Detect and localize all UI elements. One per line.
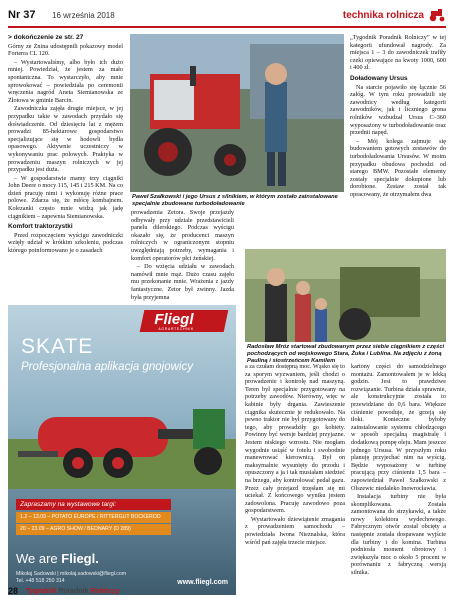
paragraph: – Wystartowaliśmy, albo było ich dużo mniej. Powiedział, że jestem za mało spontaniczna. To wystarczyło, aby mnie sprowokować – powiedziała po ceremonii wręczenia nagród Aneta Siemianowska ze Złotowa w gminie Barcin. — [8, 58, 123, 104]
page-header — [8, 6, 446, 28]
tanker-illustration — [8, 379, 236, 489]
paragraph: a za czułam dostępną moc. Wąsko się to za sporym wyzwaniem, jeśli chodzi o prowadzenie i kontrolę nad maszyną. Teren był specjalnie przygotowany na potrzeby zawodów. Nierówny, więc w kabinie były drgania. Zawieszenie ciągnika skutecznie je redukowało. Na pewno traktor nie był przygotowany do tego, aby prowadziły go kobiety. Powinny być wersje bardziej przyjazne. Jestem niskiego wzrostu. Nie mogłam wygodnie usiąść w fotelu i swobodnie manewrować kierownicą. Był on maksymalnie wysunięty do przodu i opuszczony a ja i tak musiałam siedzieć na brzegu, aby kontrolować pedał gazu. Przez cały przejazd trzęsłam się mi uciekał. Z końcowego wyniku jestem zadowolona. Pracuję zawodowo poza gospodarstwem. — [245, 363, 345, 515]
paragraph: Przed rozpoczęciem wyścigu zawodniczki wzięły udział w krótkim szkoleniu, podczas którego poinformowano je o zasadach — [8, 231, 123, 255]
ad-slogan — [16, 551, 99, 566]
contact-phone: Tel. +48 518 250 314 — [16, 578, 65, 584]
photo-illustration — [245, 249, 446, 342]
subheading: Komfort traktorzystki — [8, 223, 73, 231]
contact-name: Mikołaj Sadowski | mikolaj.sadowski@fliegl.com — [16, 571, 127, 577]
subheading: Doładowany Ursus — [350, 74, 408, 82]
magazine-name — [26, 588, 119, 595]
paragraph: Zawodniczka zajęła drugie miejsce, w jej przypadku takie w zawodach przydało się doświadczenie. Od dziesięciu lat z mężem prowadzi 85-hektarowe gospodarstwo specjalizujące się w hodowli bydła opasowego. Aktywnie uczestniczy w wykonywaniu prac polowych. Praktyka w prowadzeniu maszyn rolniczych w jej przypadku jest duża. — [8, 105, 123, 174]
magazine-name-part: Tygodnik — [26, 588, 59, 595]
header-rule — [8, 26, 446, 28]
photo-caption: Radosław Mróz startował zbudowanym przez siebie ciągnikiem z części pochodzących od wojskowego Stara, Żuka i Lublina. Na zdjęciu z żoną Pauliną i siostrzeńcem Kamilem — [247, 344, 445, 364]
photo-caption: Paweł Szałkowski i jego Ursus z silnikiem, w którym zostało zainstalowane specjalnie zbudowane turbodoładowanie — [132, 194, 338, 207]
logo-subtext: AGRARTECHNIK — [158, 327, 195, 331]
paragraph: Na starcie pojawiło się łącznie 56 załóg. W tym roku prowadzili się zawodnicy według kategorii zawodników, jak i liczniego grona rolników wzbudzał Ursus C–360 wyposażony w turbodoładowanie oraz przednii napęd. — [350, 83, 446, 137]
section-title: technika rolnicza — [342, 10, 424, 21]
issue-date: 16 września 2018 — [52, 11, 115, 20]
ad-website-link[interactable]: www.fliegl.com — [177, 579, 228, 586]
magazine-name-part: Rolniczy — [90, 588, 120, 595]
paragraph: „Tygodnik Poradnik Rolniczy” w tej kategorii ufundował nagrody. Za miejsca 1 – 3 do zawodniczek trafiły czeki opiewające na kwoty 1000, 600 i 400 zł. — [350, 34, 446, 72]
fliegl-logo — [140, 310, 229, 332]
event-item: 1.2 – 13.09 – POTATO EUROPE / RITTERGUT BOCKEROD — [16, 512, 171, 523]
logo-text: Fliegl — [154, 311, 194, 328]
slogan-brand: Fliegl. — [61, 551, 99, 566]
paragraph: kartony części do samodzielnego montażu. Zamontowałem je w lekką godzin. Jest to prawdziwe rozwiązanie. Turbina działa sprawnie, ale konstrukcyjnie została to przewidziane do 0,6 bara. Większe ciśnienie powoduje, że grzeją się tłoki. Konieczne byłoby zainstalowanie systemu chłodzącego w sposób specjalną magistralę i dodatkową pompę oleju. Mam jeszcze jednego Ursusa. W przyszłym roku planuję przyjechać nim na wyścig. Będzie wyposażony w turbinę pracującą przy ciśnieniu 1,5 bara – zapowiedział Paweł Szałkowski z Olszewic niedaleko Inowrocławia. — [351, 363, 446, 492]
paragraph: – Do wzięcia udziału w zawodach namówił mnie mąż. Dużo czasu zajęło mu przekonanie mnie. Wrażenia z jazdy fantastyczne. Zetor był zwinny. Jazda była przyjemna — [131, 263, 234, 301]
paragraph: – W gospodarstwie mamy trzy ciągniki John Deere o mocy 115, 145 i 215 KM. Na co dzień pracuję nimi i wykonuję różne prace polowe. Zdarza się, że młócę kombajnem. Kolezanki często mnie widzą jak jadę ciągnikiem – zapewnia Siemianowska. — [8, 174, 123, 220]
events-heading: Zapraszamy na wystawowe targi: — [16, 499, 171, 510]
photo-ursus-tractor — [130, 34, 344, 192]
photo-family-tractor — [245, 249, 446, 342]
ad-subtitle: Profesjonalna aplikacja gnojowicy — [21, 361, 193, 373]
ad-title: SKATE — [21, 335, 94, 358]
fliegl-advertisement[interactable] — [8, 305, 236, 595]
event-item: 20 – 23.09 – AGRO SHOW / BEDNARY (D 289) — [16, 524, 171, 535]
photo-illustration — [130, 34, 344, 192]
magazine-name-part: Poradnik — [58, 588, 91, 595]
ad-contact — [16, 571, 126, 585]
tractor-icon — [428, 8, 446, 22]
paragraph: Górny ze Żnina udostępnili pokazowy model Forterra CL 120. — [8, 42, 123, 58]
article-column-1 — [8, 34, 123, 296]
page-footer — [8, 586, 446, 598]
paragraph: Instalacja turbiny nie była skomplikowana. Została zamontowana do strzykawki, a także nowy kolektora wydechowego. Fabrycznym otwór został obcięty a następnie została dospawane wyjście dla turbiny i do komina. Turbina podniosła moment obrotowy i zwiększyła moc o około 5 procent w porównaniu z fabryczną wersją silnika. — [351, 493, 446, 575]
page-number: 28 — [8, 586, 19, 596]
article-column-5 — [245, 363, 345, 575]
article-column-4 — [350, 34, 446, 249]
continuation-ref: > dokończenie ze str. 27 — [8, 34, 84, 41]
paragraph: – Mój kolega zajmuje się budowaniem gotowych zestawów do turbodoładowania Ursusów. W moim przypadku obudowa pochodzi od starego BMW. Pozostałe elementy zostały specjalnie dokupione lub dorobione. Zestaw został tak opracowany, że otrzymałem dwa — [350, 137, 446, 198]
slogan-text: We are — [16, 551, 62, 566]
paragraph: Wystartowało dziewiątenie zmagania z prowadzeniem samochodu – powiedziała Iwona Nieznalska, która wśród pań zajęła trzecie miejsce. — [245, 515, 345, 546]
paragraph: prowadzenia Zetora. Swoje przejazdy odbywały przy udziale przedstawicieli panelu dilerskiego. Podczas wyścigu okazało się, że producenci maszyn rolniczych w ograniczonym stopniu uwzględniają potrzeby, wymagania i komfort operatorów płci żeńskiej. — [131, 209, 234, 262]
issue-number: Nr 37 — [8, 9, 36, 21]
article-column-2 — [131, 209, 234, 313]
article-column-6 — [351, 363, 446, 575]
